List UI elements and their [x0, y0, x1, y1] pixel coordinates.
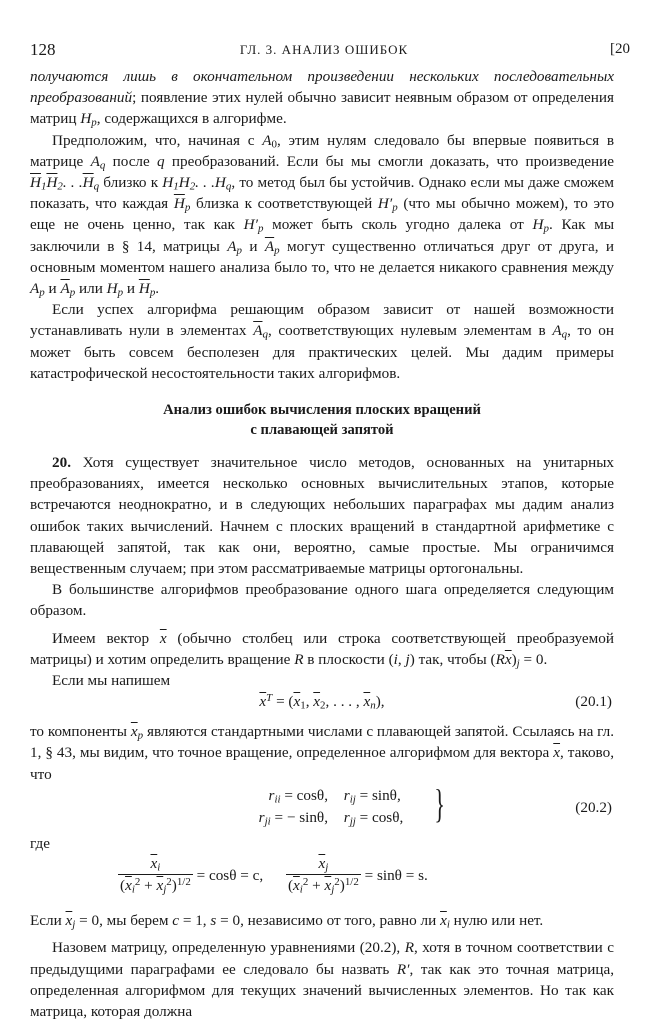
paragraph-8: то компоненты $\overline{x}_p$ являются стандартными числами с плавающей запятой. Ссылаясь на гл. 1, § 43, мы видим, что точное вращение, определенное алгорифмом для вектора $\overline{x}$, таково, что — [30, 723, 615, 783]
fraction-cos: $\frac{\overline{x}_i}{(\overline{x}_i^2 + \overline{x}_j^2)^{1/2}}$ — [120, 855, 191, 896]
paragraph-1: получаются лишь в окончательном произведении нескольких последовательных преобразований; появление этих нулей обычно зависит неявным образом от определения матриц $H_p$, содержащихся в алгорифме. — [30, 68, 614, 130]
equation-20-1 — [30, 691, 614, 721]
equation-20-2-body: $r_{ii} = \cos\theta$, $r_{ij} = \sin\theta$, $r_{ji}$ = − sinθ, $r_{jj} = \cos\theta$, — [258, 786, 404, 828]
brace-icon: } — [434, 780, 445, 826]
italic-phrase: получаются лишь в окончательном произведении нескольких последовательных преобразований — [30, 68, 614, 107]
where-label: где — [30, 834, 50, 852]
paragraph-10: Назовем матрицу, определенную уравнениями (20.2), R, хотя в точном соответствии с предыдущими параграфами ее следовало бы назвать R′, так как это точная матрица, определенная алгорифмом для текущих значений вычисленных элементов. Но так как матрица, которая должна — [30, 939, 614, 1020]
section-heading: Анализ ошибок вычисления плоских вращений с плавающей запятой — [163, 402, 481, 439]
page-body — [30, 66, 614, 1022]
paragraph-number: 20. — [52, 454, 71, 472]
paragraph-9: Если $\overline{x}_j = 0$, мы берем c = 1, s = 0, независимо от того, равно ли $\overline{x}_i$ нулю или нет. — [30, 912, 544, 931]
section-ref: [20 — [610, 41, 630, 57]
paragraph-20: 20. Хотя существует значительное число методов, основанных на унитарных преобразованиях, имеется несколько основных вычислительных этапов, которые встречаются неоднократно, и в следующих небольших параграфах мы дадим анализ ошибок таких вычислений. Начнем с плоских вращений в стандартной арифметике с плавающей запятой, так как они, вероятно, самые простые. Мы ограничимся вещественным случаем; при этом рассматриваемые матрицы ортогональны. — [30, 454, 615, 578]
paragraph-6: Имеем вектор $\overline{x}$ (обычно столбец или строка соответствующей преобразуемой матрицы) и хотим определить вращение R в плоскости (i, j) так, чтобы $(R\overline{x})_j = 0$. — [30, 629, 615, 670]
running-head: ГЛ. 3. АНАЛИЗ ОШИБОК — [239, 42, 409, 57]
equation-fractions: $\frac{\overline{x}_i}{(\overline{x}_i^2 + \overline{x}_j^2)^{1/2}}$ = cosθ = c, $\frac{\overline{x}_j}{(\overline{x}_i^2 + \overline{x}_j^2)^{1/2}}$ = sinθ = s. — [120, 855, 428, 896]
fraction-sin: $\frac{\overline{x}_j}{(\overline{x}_i^2 + \overline{x}_j^2)^{1/2}}$ — [287, 855, 359, 896]
paragraph-2: Предположим, что, начиная с $A_0$, этим нулям следовало бы впервые появиться в матрице $A_q$ после q преобразований. Если бы мы смогли доказать, что произведение $\overline{H}_1\overline{H}_2$. . $.\overline{H}_q$ близко к $H_1H_2$. . $.H_q$, то метод был бы устойчив. Однако если мы даже сможем показать, что каждая $\overline{H}_p$ близка к соответствующей $H'_p$ (что мы обычно можем), то это еще не очень ценно, так как $H'_p$ может быть сколь угодно далека от $H_p$. Как мы заключили в § 14, матрицы $A_p$ и $\overline{A}_p$ могут существенно отличаться друг от друга, и основным моментом нашего анализа было то, что не делается никакого сравнения между $A_p$ и $\overline{A}_p$ или $H_p$ и $\overline{H}_p$. — [30, 131, 615, 299]
page-header — [18, 40, 630, 64]
equation-number: (20.1) — [575, 693, 612, 711]
equation-20-2 — [30, 780, 614, 833]
equation-number: (20.2) — [575, 798, 612, 816]
paragraph-3: Если успех алгорифма решающим образом зависит от нашей возможности устанавливать нули в элементах $\overline{A}_q$, соответствующих нулевым элементам в $A_q$, то он может быть совсем бесполезен для практических целей. Мы дадим примеры катастрофической несостоятельности таких алгорифмов. — [30, 301, 614, 382]
equation-20-1-body: $\overline{x}^T = (\overline{x}_1$, $\overline{x}_2$, . . . , $\overline{x}_n$), — [259, 692, 385, 713]
page-number: 128 — [30, 40, 56, 59]
paragraph-5: В большинстве алгорифмов преобразование одного шага определяется следующим образом. — [30, 581, 614, 620]
paragraph-7: Если мы напишем — [52, 672, 171, 690]
